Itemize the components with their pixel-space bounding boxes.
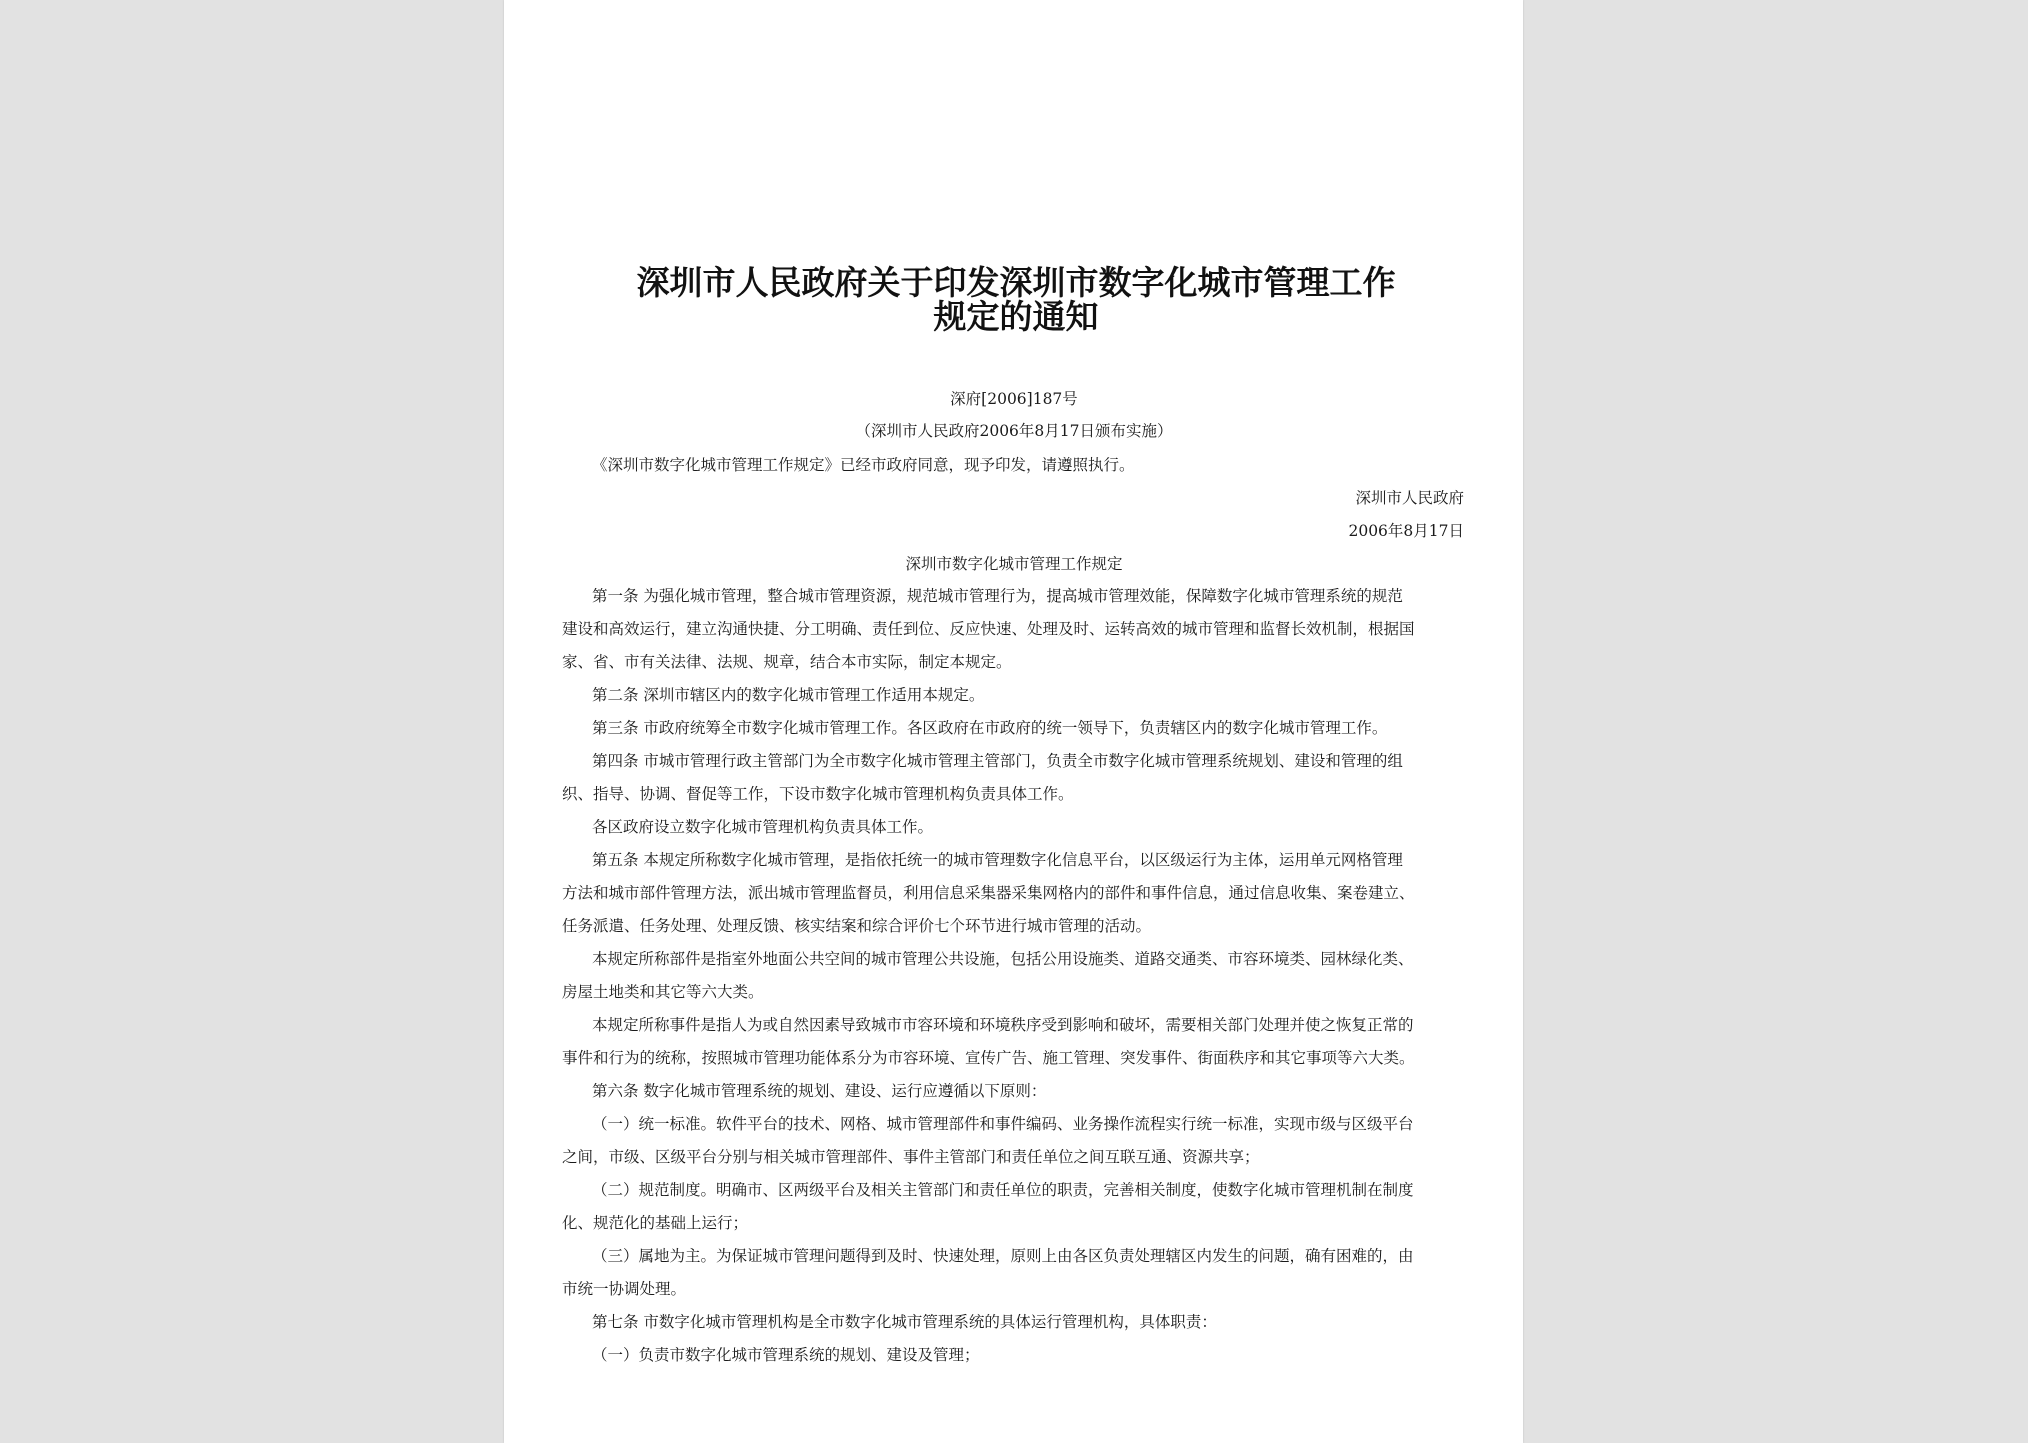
body-line: 市统一协调处理。 xyxy=(562,1280,687,1298)
body-line: 房屋土地类和其它等六大类。 xyxy=(562,983,764,1001)
issuance-note: （深圳市人民政府2006年8月17日颁布实施） xyxy=(855,422,1173,440)
intro-text: 《深圳市数字化城市管理工作规定》已经市政府同意，现予印发，请遵照执行。 xyxy=(592,456,1135,474)
body-line: （二）规范制度。明确市、区两级平台及相关主管部门和责任单位的职责，完善相关制度，使数字化城市管理机制在制度 xyxy=(592,1181,1414,1199)
body-line: 本规定所称事件是指人为或自然因素导致城市市容环境和环境秩序受到影响和破坏，需要相关部门处理并使之恢复正常的 xyxy=(592,1016,1414,1034)
body-line: 建设和高效运行，建立沟通快捷、分工明确、责任到位、反应快速、处理及时、运转高效的城市管理和监督长效机制，根据国 xyxy=(562,620,1415,638)
document-title-line1: 深圳市人民政府关于印发深圳市数字化城市管理工作 xyxy=(636,263,1396,302)
body-line: 第三条 市政府统筹全市数字化城市管理工作。各区政府在市政府的统一领导下，负责辖区内的数字化城市管理工作。 xyxy=(592,719,1388,737)
document-title-line2: 规定的通知 xyxy=(933,297,1099,336)
body-line: 第二条 深圳市辖区内的数字化城市管理工作适用本规定。 xyxy=(592,686,985,704)
body-line: 方法和城市部件管理方法，派出城市管理监督员，利用信息采集器采集网格内的部件和事件信息，通过信息收集、案卷建立、 xyxy=(562,884,1415,902)
regulation-title: 深圳市数字化城市管理工作规定 xyxy=(905,555,1123,573)
body-line: 之间，市级、区级平台分别与相关城市管理部件、事件主管部门和责任单位之间互联互通、资源共享； xyxy=(562,1148,1260,1166)
body-line: 第一条 为强化城市管理，整合城市管理资源，规范城市管理行为，提高城市管理效能，保障数字化城市管理系统的规范 xyxy=(592,587,1403,605)
body-line: 化、规范化的基础上运行； xyxy=(562,1214,749,1232)
body-line: 第四条 市城市管理行政主管部门为全市数字化城市管理主管部门，负责全市数字化城市管理系统规划、建设和管理的组 xyxy=(592,752,1403,770)
issuer: 深圳市人民政府 xyxy=(1355,489,1464,507)
body-line: （一）负责市数字化城市管理系统的规划、建设及管理； xyxy=(592,1346,980,1364)
body-line: 家、省、市有关法律、法规、规章，结合本市实际，制定本规定。 xyxy=(562,653,1012,671)
body-line: 本规定所称部件是指室外地面公共空间的城市管理公共设施，包括公用设施类、道路交通类、市容环境类、园林绿化类、 xyxy=(592,950,1414,968)
document-page xyxy=(504,0,1523,1443)
body-line: 各区政府设立数字化城市管理机构负责具体工作。 xyxy=(592,818,934,836)
body-line: 织、指导、协调、督促等工作，下设市数字化城市管理机构负责具体工作。 xyxy=(562,785,1074,803)
body-line: （三）属地为主。为保证城市管理问题得到及时、快速处理，原则上由各区负责处理辖区内发生的问题，确有困难的，由 xyxy=(592,1247,1414,1265)
body-line: 任务派遣、任务处理、处理反馈、核实结案和综合评价七个环节进行城市管理的活动。 xyxy=(562,917,1152,935)
body-line: （一）统一标准。软件平台的技术、网格、城市管理部件和事件编码、业务操作流程实行统一标准，实现市级与区级平台 xyxy=(592,1115,1414,1133)
body-line: 第七条 市数字化城市管理机构是全市数字化城市管理系统的具体运行管理机构，具体职责： xyxy=(592,1313,1217,1331)
body-line: 第五条 本规定所称数字化城市管理，是指依托统一的城市管理数字化信息平台，以区级运行为主体，运用单元网格管理 xyxy=(592,851,1403,869)
doc-number: 深府[2006]187号 xyxy=(950,390,1078,408)
body-line: 事件和行为的统称，按照城市管理功能体系分为市容环境、宣传广告、施工管理、突发事件、街面秩序和其它事项等六大类。 xyxy=(562,1049,1415,1067)
body-line: 第六条 数字化城市管理系统的规划、建设、运行应遵循以下原则： xyxy=(592,1082,1047,1100)
issue-date: 2006年8月17日 xyxy=(1348,522,1464,540)
